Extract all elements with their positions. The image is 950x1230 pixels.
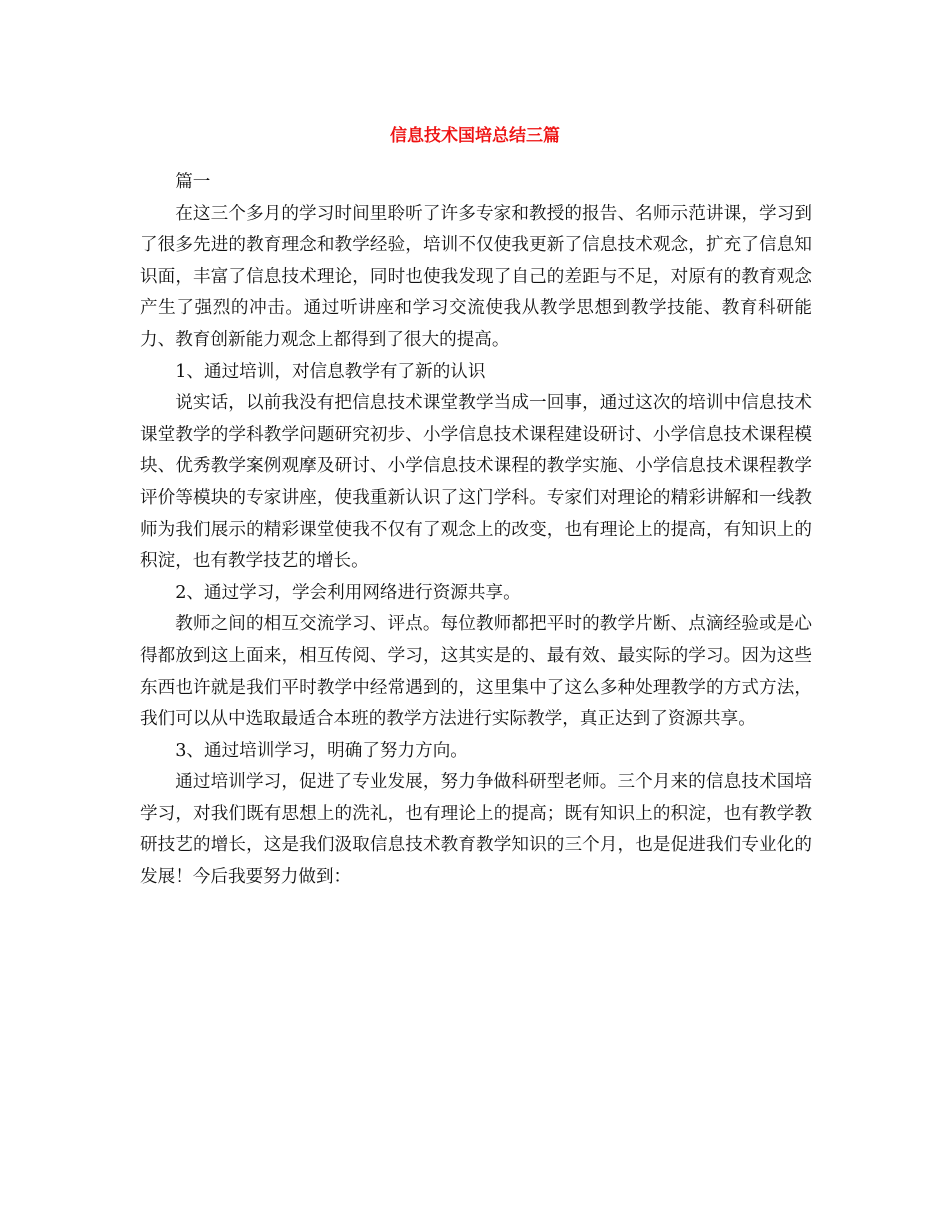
paragraph-point-2: 教师之间的相互交流学习、评点。每位教师都把平时的教学片断、点滴经验或是心得都放到这上面来，相互传阅、学习，这其实是的、最有效、最实际的学习。因为这些东西也许就是我们平时教学中经常遇到的，这里集中了这么多种处理教学的方式方法，我们可以从中选取最适合本班的教学方法进行实际教学，真正达到了资源共享。 (140, 614, 812, 730)
paragraph-point-3: 通过培训学习，促进了专业发展，努力争做科研型老师。三个月来的信息技术国培学习，对我们既有思想上的洗礼，也有理论上的提高；既有知识上的积淀，也有教学教研技艺的增长，这是我们汲取信息技术教育教学知识的三个月，也是促进我们专业化的发展！今后我要努力做到： (140, 772, 812, 888)
section-heading: 篇一 (175, 172, 211, 192)
document-title: 信息技术国培总结三篇 (390, 126, 560, 146)
document-body (140, 167, 812, 894)
point-heading-1: 1、通过培训，对信息教学有了新的认识 (175, 361, 486, 382)
point-heading-2: 2、通过学习，学会利用网络进行资源共享。 (175, 582, 521, 603)
paragraph-point-1: 说实话，以前我没有把信息技术课堂教学当成一回事，通过这次的培训中信息技术课堂教学的学科教学问题研究初步、小学信息技术课程建设研讨、小学信息技术课程模块、优秀教学案例观摩及研讨、小学信息技术课程的教学实施、小学信息技术课程教学评价等模块的专家讲座，使我重新认识了这门学科。专家们对理论的精彩讲解和一线教师为我们展示的精彩课堂使我不仅有了观念上的改变，也有理论上的提高，有知识上的积淀，也有教学技艺的增长。 (140, 393, 812, 572)
paragraph-intro: 在这三个多月的学习时间里聆听了许多专家和教授的报告、名师示范讲课，学习到了很多先进的教育理念和教学经验，培训不仅使我更新了信息技术观念，扩充了信息知识面，丰富了信息技术理论，同时也使我发现了自己的差距与不足，对原有的教育观念产生了强烈的冲击。通过听讲座和学习交流使我从教学思想到教学技能、教育科研能力、教育创新能力观念上都得到了很大的提高。 (140, 203, 812, 350)
point-heading-3: 3、通过培训学习，明确了努力方向。 (175, 740, 468, 761)
